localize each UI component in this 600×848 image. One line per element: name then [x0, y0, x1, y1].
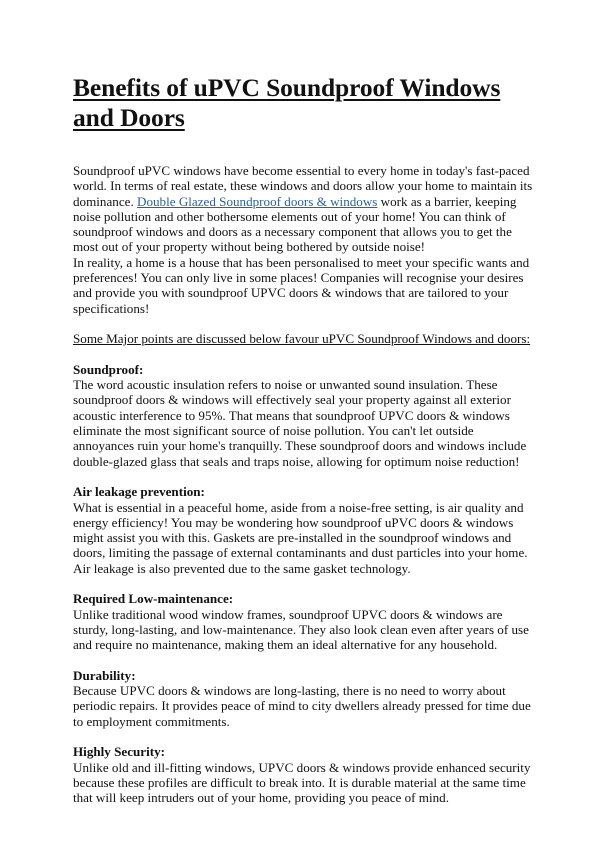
intro-paragraph-2: In reality, a home is a house that has been personalised to meet your specific wants and preferences! You can only live in some places! Companies will recognise your desires and provide you with soundproof UPVC doors & windows that are tailored to your specifications! — [73, 254, 530, 316]
section-low-maintenance — [73, 591, 533, 652]
section-heading: Soundproof: — [73, 361, 144, 377]
section-heading: Air leakage prevention: — [73, 484, 205, 500]
section-body: The word acoustic insulation refers to noise or unwanted sound insulation. These soundproof doors & windows will effectively seal your property against all exterior acoustic interference to 95%. That means that soundproof UPVC doors & windows eliminate the most significant source of noise pollution. You can't let outside annoyances ruin your home's tranquilly. These soundproof doors and windows include double-glazed glass that seals and traps noise, allowing for optimum noise reduction! — [73, 377, 527, 469]
intro-text-before-link: Soundproof uPVC windows have become essential to every home in today's fast-paced world. In terms of real estate, these windows and doors allow your home to maintain its dominance. — [73, 163, 533, 209]
section-heading: Highly Security: — [73, 744, 166, 760]
section-body: Unlike old and ill-fitting windows, UPVC doors & windows provide enhanced security because these profiles are difficult to break into. It is durable material at the same time that will keep intruders out of your home, providing you peace of mind. — [73, 759, 531, 806]
intro-paragraph — [73, 163, 533, 255]
section-heading: Required Low-maintenance: — [73, 591, 234, 607]
section-durability — [73, 668, 533, 729]
section-body: Unlike traditional wood window frames, soundproof UPVC doors & windows are sturdy, long-lasting, and low-maintenance. They also look clean even after years of use and require no maintenance, making them an ideal alternative for any household. — [73, 606, 529, 653]
intro-text-after-link: work as a barrier, keeping noise pollution and other bothersome elements out of your home! You can think of soundproof windows and doors as a necessary component that allows you to get the most out of your property without being bothered by outside noise! — [73, 193, 517, 255]
page-title: Benefits of uPVC Soundproof Windows and Doors — [73, 73, 501, 132]
section-soundproof — [73, 362, 533, 469]
major-points-lead: Some Major points are discussed below favour uPVC Soundproof Windows and doors: — [73, 331, 531, 347]
section-body: What is essential in a peaceful home, aside from a noise-free setting, is air quality and energy efficiency! You may be wondering how soundproof uPVC doors & windows might assist you with this. Gaskets are pre-installed in the soundproof windows and doors, limiting the passage of external contaminants and dust particles into your home. Air leakage is also prevented due to the same gasket technology. — [73, 499, 528, 576]
document-page — [73, 73, 533, 821]
section-body: Because UPVC doors & windows are long-lasting, there is no need to worry about periodic repairs. It provides peace of mind to city dwellers already pressed for time due to employment commitments. — [73, 683, 531, 729]
section-security — [73, 744, 533, 805]
section-air-leakage — [73, 484, 533, 576]
double-glazed-link[interactable]: Double Glazed Soundproof doors & windows — [137, 193, 378, 209]
section-heading: Durability: — [73, 667, 136, 683]
